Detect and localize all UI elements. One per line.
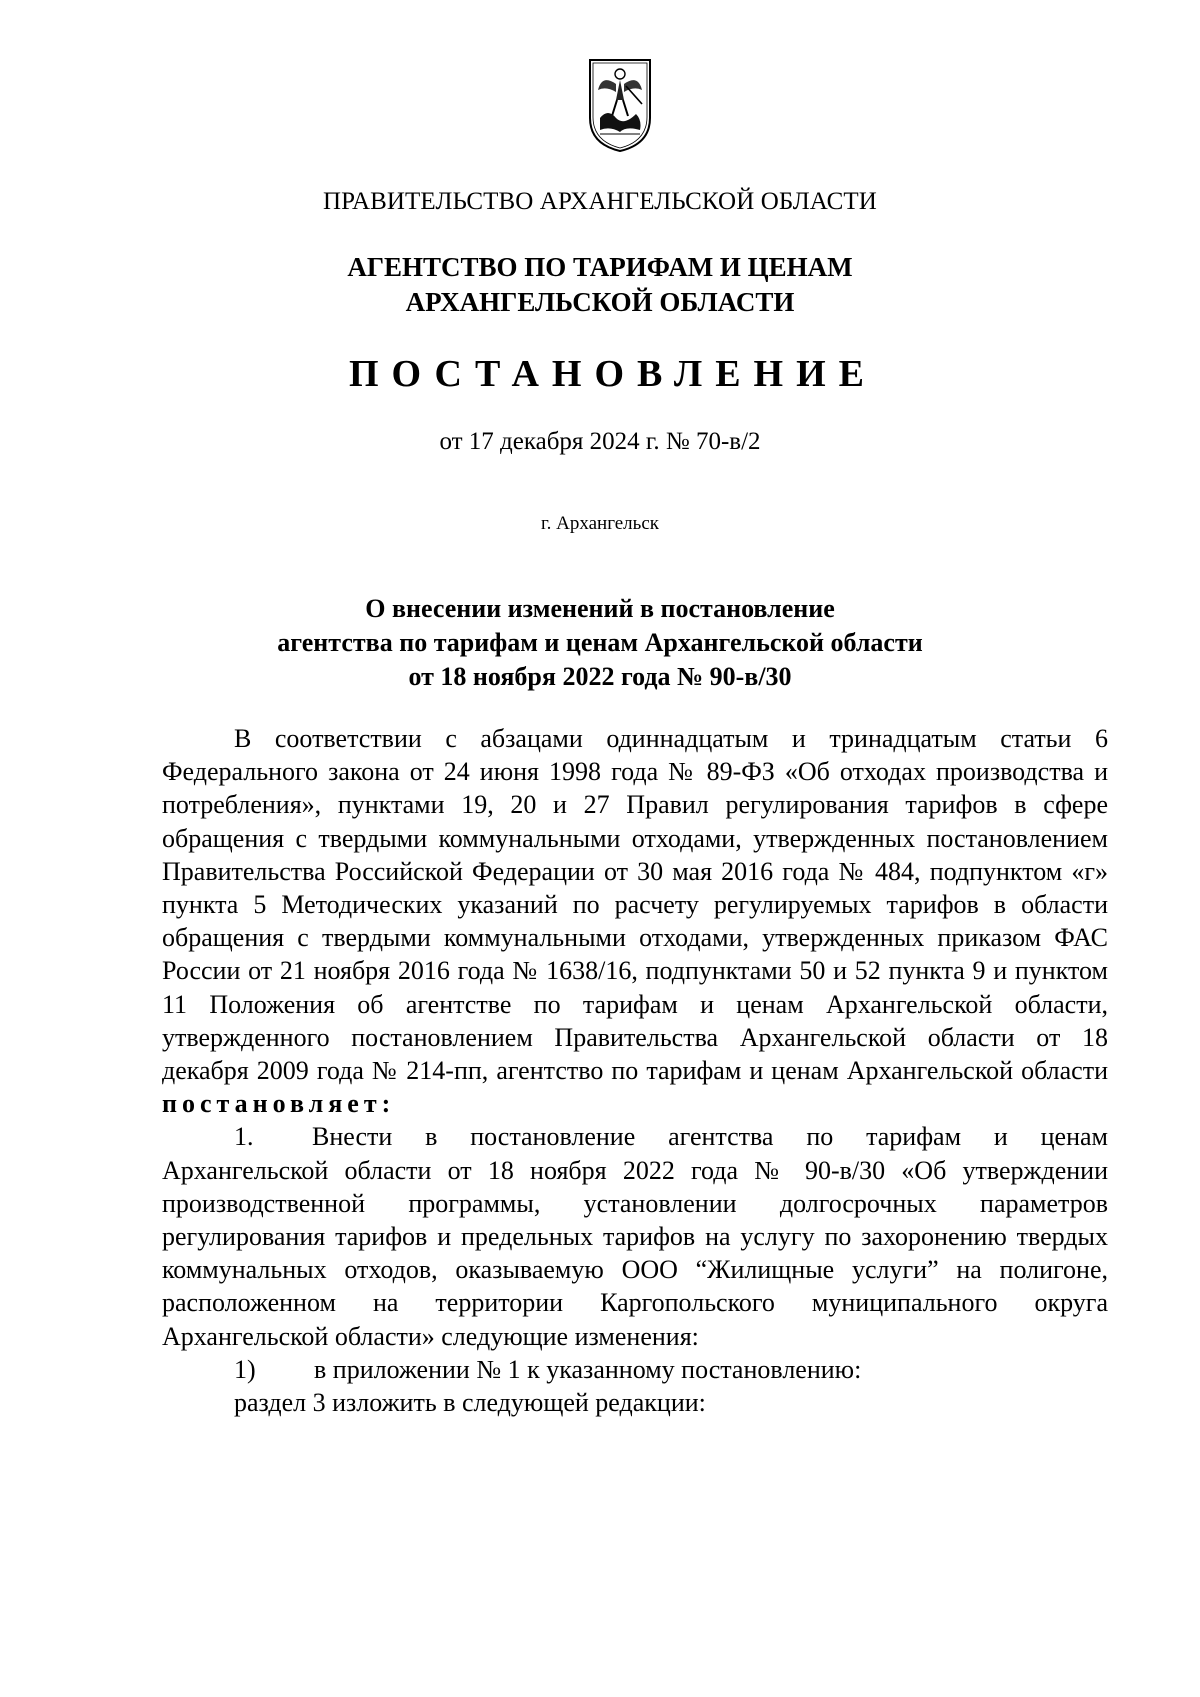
document-date-number: от 17 декабря 2024 г. № 70-в/2 xyxy=(439,428,761,455)
resolves-word: постановляет: xyxy=(162,1089,396,1119)
coat-of-arms-icon xyxy=(586,56,654,154)
document-title-line1: О внесении изменений в постановление xyxy=(365,594,835,623)
government-name: ПРАВИТЕЛЬСТВО АРХАНГЕЛЬСКОЙ ОБЛАСТИ xyxy=(323,188,877,215)
document-title-line2: агентства по тарифам и ценам Архангельской области xyxy=(277,628,923,657)
subitem-1 xyxy=(162,1353,1108,1386)
document-city: г. Архангельск xyxy=(540,513,659,534)
item-1-first-text: Внести в постановление агентства по тарифам и ценам xyxy=(312,1122,1108,1152)
agency-name-line1: АГЕНТСТВО ПО ТАРИФАМ И ЦЕНАМ xyxy=(347,252,853,282)
item-1-number: 1. xyxy=(234,1122,254,1152)
agency-name xyxy=(0,250,1200,320)
preamble-text: В соответствии с абзацами одиннадцатым и тринадцатым статьи 6 Федерального закона от 24 июня 1998 года № 89-ФЗ «Об отходах производства и потребления», пунктами 19, 20 и 27 Правил регулирования тарифов в сфере обращения с твердыми коммунальными отходами, утвержденных постановлением Правительства Российской Федерации от 30 мая 2016 года № 484, подпунктом «г» пункта 5 Методических указаний по расчету регулируемых тарифов в области обращения с твердыми коммунальными отходами, утвержденных приказом ФАС России от 21 ноября 2016 года № 1638/16, подпунктами 50 и 52 пункта 9 и пунктом 11 Положения об агентстве по тарифам и ценам Архангельской области, утвержденного постановлением Правительства Архангельской области от 18 декабря 2009 года № 214-пп, агентство по тарифам и ценам Архангельской области xyxy=(162,724,1108,1086)
document-body xyxy=(162,722,1108,1419)
document-type: ПОСТАНОВЛЕНИЕ xyxy=(348,353,878,395)
document-title-line3: от 18 ноября 2022 года № 90-в/30 xyxy=(408,662,792,691)
section-3-instruction: раздел 3 изложить в следующей редакции: xyxy=(234,1388,706,1418)
preamble-paragraph xyxy=(162,722,1108,1120)
item-1-text: Архангельской области от 18 ноября 2022 года № 90-в/30 «Об утверждении производственной программы, установлении долгосрочных параметров регулирования тарифов и предельных тарифов на услугу по захоронению твердых коммунальных отходов, оказываемую ООО “Жилищные услуги” на полигоне, расположенном на территории Каргопольского муниципального округа Архангельской области» следующие изменения: xyxy=(162,1155,1108,1351)
document-title xyxy=(0,592,1200,694)
subitem-1-text: в приложении № 1 к указанному постановлению: xyxy=(314,1354,862,1384)
subitem-1-number: 1) xyxy=(234,1354,256,1384)
agency-name-line2: АРХАНГЕЛЬСКОЙ ОБЛАСТИ xyxy=(405,287,795,317)
item-1-first-line xyxy=(162,1120,1108,1153)
